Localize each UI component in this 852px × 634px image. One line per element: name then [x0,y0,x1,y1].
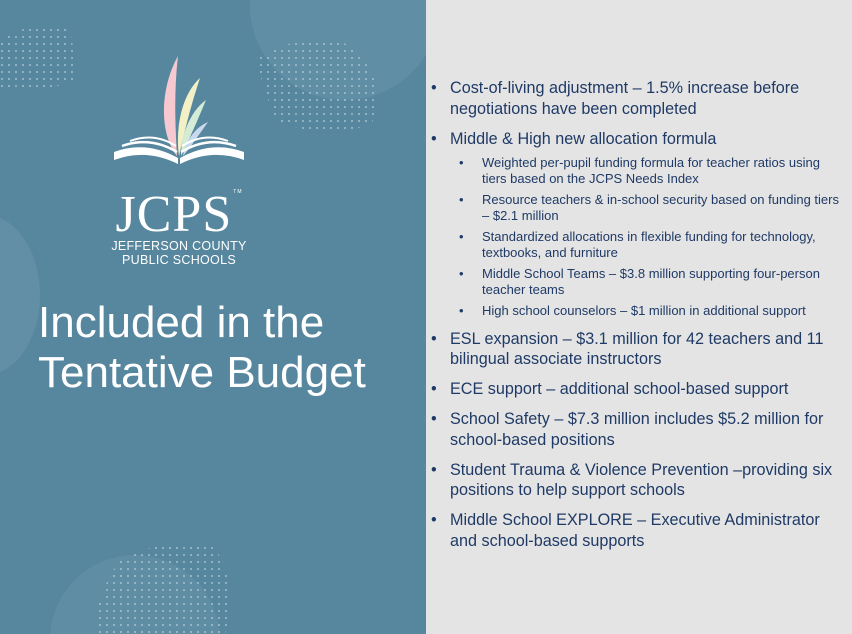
sub-bullet-item [450,266,846,298]
sub-bullet-text: Standardized allocations in flexible funding for technology, textbooks, and furniture [482,229,816,260]
sub-bullet-text: High school counselors – $1 million in additional support [482,303,806,318]
bullet-text: Cost-of-living adjustment – 1.5% increase before negotiations have been completed [450,79,800,118]
bullet-text: Middle School EXPLORE – Executive Administrator and school-based supports [450,511,820,550]
content-panel [426,0,852,634]
bullet-text: Student Trauma & Violence Prevention –providing six positions to help support schools [450,460,833,499]
sub-bullet-item [450,155,846,187]
bullet-dot-icon: • [431,329,437,348]
jcps-logo [104,52,254,267]
bullet-text: ECE support – additional school-based support [450,380,789,398]
bullet-item [426,129,846,320]
sub-bullet-text: Resource teachers & in-school security based on funding tiers – $2.1 million [482,192,839,223]
bullet-item [426,379,846,400]
sub-bullet-text: Weighted per-pupil funding formula for teacher ratios using tiers based on the JCPS Needs Index [482,155,820,186]
bullet-dot-icon: • [459,155,464,170]
bullet-dot-icon: • [459,303,464,318]
slide-title-line2: Tentative Budget [38,348,366,397]
sub-bullet-item [450,303,846,319]
bullet-item [426,460,846,501]
logo-subtitle-line1: JEFFERSON COUNTY [111,239,247,253]
logo-subtitle-line2: PUBLIC SCHOOLS [122,253,236,267]
sub-bullet-text: Middle School Teams – $3.8 million supporting four-person teacher teams [482,266,820,297]
bullet-item [426,409,846,450]
sub-bullet-list [450,155,846,319]
bullet-text: School Safety – $7.3 million includes $5.2 million for school-based positions [450,410,824,449]
bullet-item [426,510,846,551]
bullet-dot-icon: • [431,460,437,479]
slide-title [38,298,366,398]
bullet-item [426,78,846,119]
bullet-dot-icon: • [431,380,437,398]
logo-wordmark: JCPS™ [115,186,243,243]
sub-bullet-item [450,192,846,224]
bullet-text: Middle & High new allocation formula [450,129,717,148]
sub-bullet-item [450,229,846,261]
logo-trademark: TM [233,189,243,195]
bullet-dot-icon: • [431,410,437,428]
bullet-item [426,329,846,370]
bullet-dot-icon: • [459,266,464,281]
bullet-dot-icon: • [431,79,437,97]
bullet-dot-icon: • [459,229,464,244]
book-flame-icon [104,52,254,172]
bullet-dot-icon: • [459,192,464,207]
bullet-dot-icon: • [431,511,437,529]
bullet-text: ESL expansion – $3.1 million for 42 teachers and 11 bilingual associate instructors [450,329,824,368]
slide-title-line1: Included in the [38,298,325,347]
budget-bullet-list [426,78,846,561]
bullet-dot-icon: • [431,129,437,148]
